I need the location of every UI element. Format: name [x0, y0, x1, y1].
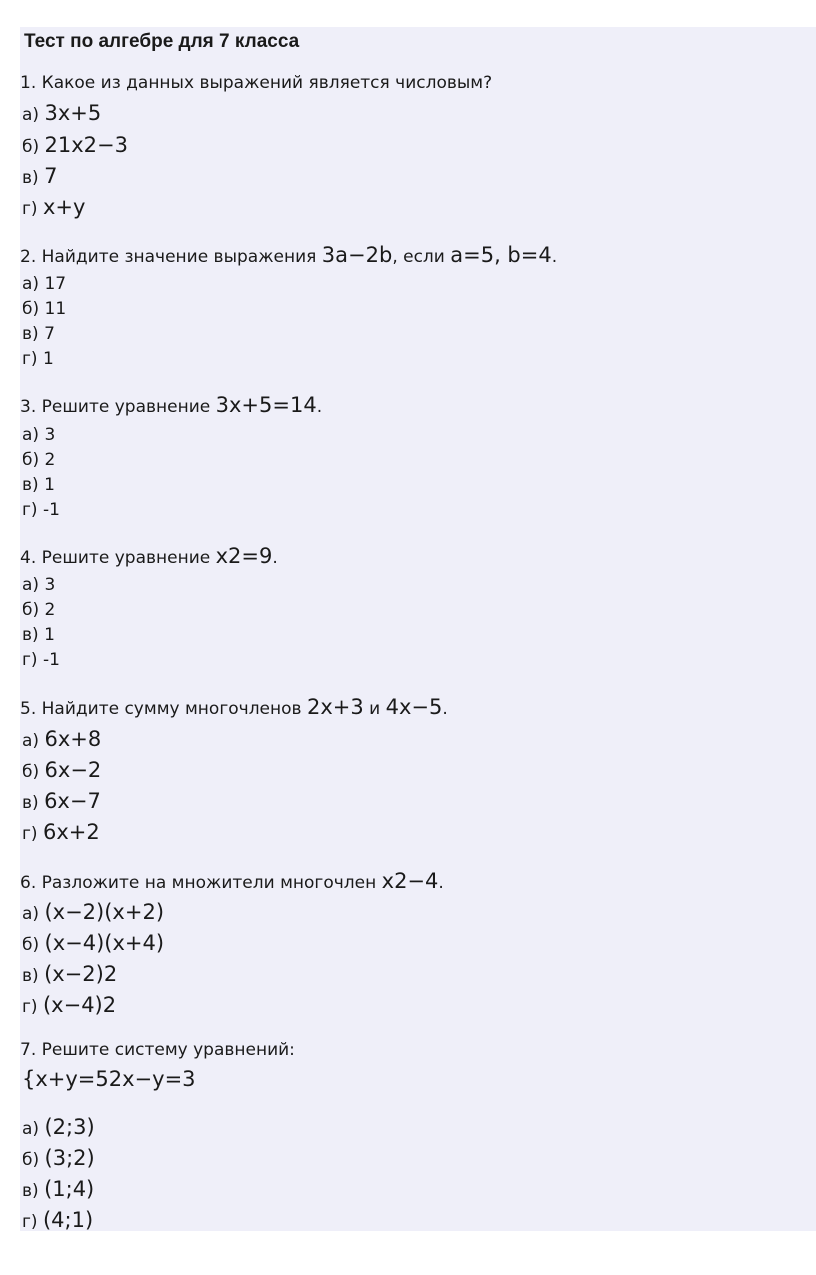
- option-value: (4;1): [42, 1208, 94, 1232]
- question-number: 5.: [20, 699, 37, 719]
- option-value: -1: [42, 650, 60, 670]
- option-1c[interactable]: [22, 164, 57, 190]
- option-label: а): [22, 425, 40, 445]
- question-7: [20, 1038, 295, 1062]
- option-3c[interactable]: [22, 473, 55, 497]
- option-2d[interactable]: [22, 347, 54, 371]
- option-value: (x−4)(x+4): [44, 931, 165, 955]
- option-7c[interactable]: [22, 1177, 94, 1203]
- option-value: 3x+5: [44, 101, 102, 125]
- option-3d[interactable]: [22, 498, 60, 522]
- option-value: 11: [44, 299, 67, 319]
- question-text: Какое из данных выражений является числовым?: [41, 73, 493, 93]
- option-2a[interactable]: [22, 272, 66, 296]
- question-conjunction: и: [369, 699, 381, 719]
- option-value: 3: [44, 575, 56, 595]
- option-1b[interactable]: [22, 133, 128, 159]
- question-2: [20, 243, 557, 269]
- option-label: б): [22, 299, 40, 319]
- question-expression: x2=9: [215, 544, 273, 568]
- question-number: 1.: [20, 73, 37, 93]
- option-7a[interactable]: [22, 1115, 95, 1141]
- option-5b[interactable]: [22, 758, 101, 784]
- question-condition: a=5, b=4: [450, 243, 552, 267]
- option-value: 6x−7: [44, 789, 101, 813]
- option-label: б): [22, 450, 40, 470]
- question-end: .: [272, 548, 278, 568]
- option-value: 6x+2: [42, 820, 100, 844]
- question-expression-1: 2x+3: [306, 695, 364, 719]
- option-label: г): [22, 1212, 38, 1232]
- question-number: 3.: [20, 397, 37, 417]
- question-text: Решите уравнение: [41, 548, 211, 568]
- option-label: б): [22, 1150, 40, 1170]
- question-1: [20, 71, 492, 95]
- question-end: .: [551, 247, 558, 267]
- question-number: 4.: [20, 548, 37, 568]
- question-expression: 3x+5=14: [215, 393, 317, 417]
- test-title: Тест по алгебре для 7 класса: [24, 31, 300, 52]
- option-value: (x−2)2: [44, 962, 118, 986]
- option-label: а): [22, 731, 40, 751]
- option-label: г): [22, 199, 38, 219]
- question-3: [20, 393, 322, 419]
- option-2b[interactable]: [22, 297, 66, 321]
- option-value: 7: [44, 324, 55, 344]
- option-label: а): [22, 105, 40, 125]
- option-5c[interactable]: [22, 789, 101, 815]
- question-expression: 3a−2b: [321, 243, 393, 267]
- option-value: x+y: [42, 195, 86, 219]
- option-label: г): [22, 997, 38, 1017]
- option-value: -1: [42, 500, 60, 520]
- option-3a[interactable]: [22, 423, 55, 447]
- system-expression: {x+y=52x−y=3: [22, 1067, 196, 1091]
- question-text: Решите систему уравнений:: [41, 1040, 295, 1060]
- question-4: [20, 544, 278, 570]
- option-label: в): [22, 793, 39, 813]
- option-value: (3;2): [44, 1146, 95, 1170]
- question-end: .: [442, 699, 448, 719]
- option-value: (2;3): [44, 1115, 95, 1139]
- question-text-tail: , если: [392, 247, 445, 267]
- option-6a[interactable]: [22, 900, 164, 926]
- option-1d[interactable]: [22, 195, 85, 221]
- question-expression-2: 4x−5: [385, 695, 443, 719]
- option-5a[interactable]: [22, 727, 101, 753]
- option-value: 17: [44, 274, 67, 294]
- option-label: а): [22, 1119, 40, 1139]
- option-4d[interactable]: [22, 648, 60, 672]
- option-4c[interactable]: [22, 623, 55, 647]
- option-value: (x−4)2: [42, 993, 117, 1017]
- question-number: 6.: [20, 873, 37, 893]
- option-label: а): [22, 904, 40, 924]
- option-value: (x−2)(x+2): [44, 900, 165, 924]
- question-expression: x2−4: [381, 869, 439, 893]
- option-label: г): [22, 349, 38, 369]
- option-label: в): [22, 625, 39, 645]
- question-number: 7.: [20, 1040, 37, 1060]
- option-label: в): [22, 324, 39, 344]
- question-end: .: [316, 397, 323, 417]
- option-7b[interactable]: [22, 1146, 95, 1172]
- option-2c[interactable]: [22, 322, 55, 346]
- option-4b[interactable]: [22, 598, 55, 622]
- option-value: 2: [44, 450, 56, 470]
- option-value: 21x2−3: [44, 133, 128, 157]
- option-6c[interactable]: [22, 962, 117, 988]
- option-value: (1;4): [44, 1177, 95, 1201]
- question-text: Разложите на множители многочлен: [41, 873, 377, 893]
- option-label: б): [22, 137, 40, 157]
- option-value: 6x−2: [44, 758, 102, 782]
- question-6: [20, 869, 444, 895]
- option-value: 3: [44, 425, 56, 445]
- option-label: в): [22, 475, 39, 495]
- option-3b[interactable]: [22, 448, 55, 472]
- option-5d[interactable]: [22, 820, 100, 846]
- question-5: [20, 695, 448, 721]
- option-label: в): [22, 168, 39, 188]
- equation-system: [22, 1067, 196, 1093]
- question-text: Найдите значение выражения: [41, 247, 317, 267]
- question-end: .: [438, 873, 444, 893]
- option-value: 7: [44, 164, 58, 188]
- option-label: а): [22, 274, 40, 294]
- question-text: Решите уравнение: [41, 397, 211, 417]
- option-label: б): [22, 600, 40, 620]
- question-number: 2.: [20, 247, 37, 267]
- option-value: 6x+8: [44, 727, 102, 751]
- option-value: 2: [44, 600, 56, 620]
- option-label: в): [22, 966, 39, 986]
- option-label: б): [22, 762, 40, 782]
- option-label: г): [22, 500, 38, 520]
- option-label: а): [22, 575, 40, 595]
- option-7d[interactable]: [22, 1208, 93, 1234]
- option-label: в): [22, 1181, 39, 1201]
- option-label: б): [22, 935, 40, 955]
- option-value: 1: [42, 349, 54, 369]
- option-6d[interactable]: [22, 993, 116, 1019]
- option-1a[interactable]: [22, 101, 101, 127]
- option-value: 1: [44, 625, 55, 645]
- option-label: г): [22, 824, 38, 844]
- option-6b[interactable]: [22, 931, 164, 957]
- question-text: Найдите сумму многочленов: [41, 699, 302, 719]
- option-4a[interactable]: [22, 573, 55, 597]
- option-label: г): [22, 650, 38, 670]
- option-value: 1: [44, 475, 55, 495]
